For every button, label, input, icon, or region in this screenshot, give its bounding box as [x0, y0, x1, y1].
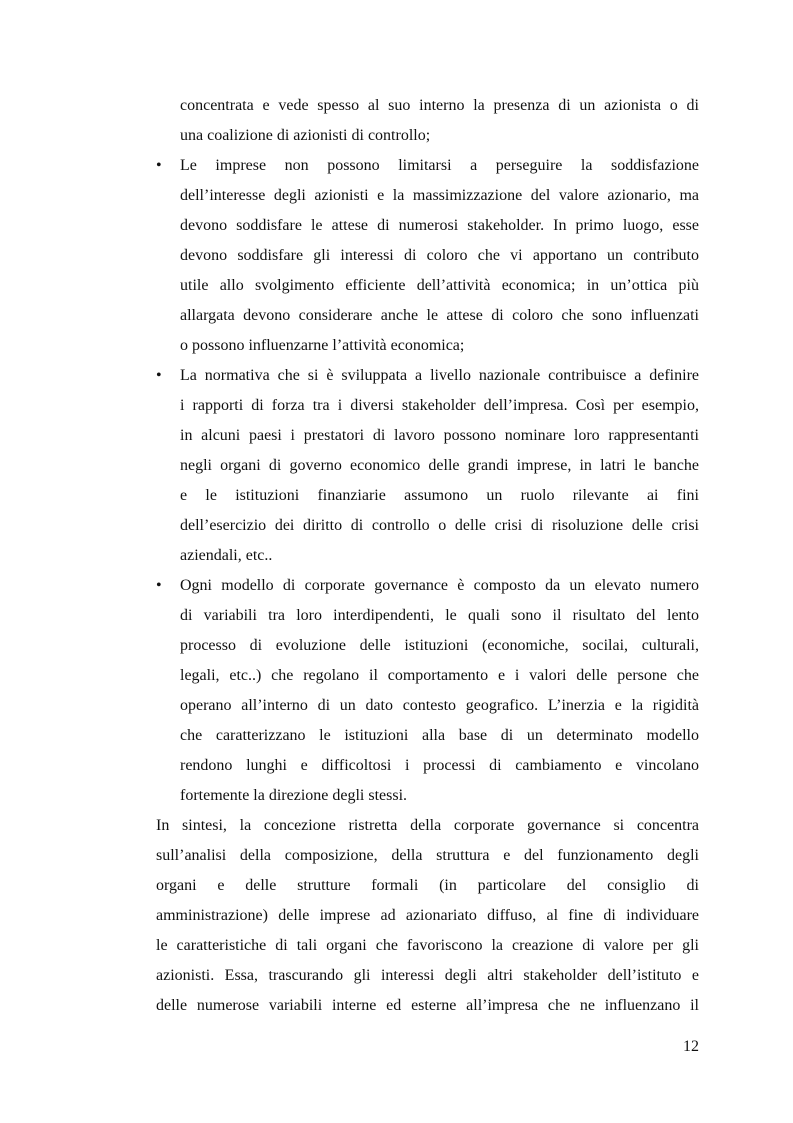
body-text: [156, 91, 699, 1021]
bullet-item: [156, 571, 699, 601]
text-line: processo di evoluzione delle istituzioni (economiche, socilai, culturali,: [180, 637, 699, 654]
bullet-icon: •: [156, 157, 162, 174]
text-line: rendono lunghi e difficoltosi i processi di cambiamento e vincolano: [180, 757, 699, 774]
text-line: i rapporti di forza tra i diversi stakeholder dell’impresa. Così per esempio,: [180, 397, 699, 414]
text-line: In sintesi, la concezione ristretta della corporate governance si concentra: [156, 817, 699, 834]
bullet-icon: •: [156, 367, 162, 384]
text-line: di variabili tra loro interdipendenti, le quali sono il risultato del lento: [180, 607, 699, 624]
text-line: organi e delle strutture formali (in particolare del consiglio di: [156, 877, 699, 894]
text-line: Le imprese non possono limitarsi a perseguire la soddisfazione: [180, 157, 699, 174]
text-line: allargata devono considerare anche le attese di coloro che sono influenzati: [180, 307, 699, 324]
text-line: azionisti. Essa, trascurando gli interessi degli altri stakeholder dell’istituto e: [156, 967, 699, 984]
text-line: devono soddisfare le attese di numerosi stakeholder. In primo luogo, esse: [180, 217, 699, 234]
text-line: devono soddisfare gli interessi di coloro che vi apportano un contributo: [180, 247, 699, 264]
text-line: Ogni modello di corporate governance è composto da un elevato numero: [180, 577, 699, 594]
text-line: dell’esercizio dei diritto di controllo o delle crisi di risoluzione delle crisi: [180, 517, 699, 534]
text-line: aziendali, etc..: [180, 547, 273, 564]
text-line: le caratteristiche di tali organi che favoriscono la creazione di valore per gli: [156, 937, 699, 954]
text-line: negli organi di governo economico delle grandi imprese, in latri le banche: [180, 457, 699, 474]
text-line: che caratterizzano le istituzioni alla base di un determinato modello: [180, 727, 699, 744]
text-line: concentrata e vede spesso al suo interno la presenza di un azionista o di: [180, 97, 699, 114]
text-line: in alcuni paesi i prestatori di lavoro possono nominare loro rappresentanti: [180, 427, 699, 444]
text-line: dell’interesse degli azionisti e la massimizzazione del valore azionario, ma: [180, 187, 699, 204]
bullet-item: [156, 361, 699, 391]
text-line: legali, etc..) che regolano il comportamento e i valori delle persone che: [180, 667, 699, 684]
text-line: amministrazione) delle imprese ad azionariato diffuso, al fine di individuare: [156, 907, 699, 924]
text-line: una coalizione di azionisti di controllo;: [180, 127, 431, 144]
text-line: delle numerose variabili interne ed esterne all’impresa che ne influenzano il: [156, 997, 699, 1014]
text-line: operano all’interno di un dato contesto geografico. L’inerzia e la rigidità: [180, 697, 699, 714]
text-line: fortemente la direzione degli stessi.: [180, 787, 408, 804]
text-line: La normativa che si è sviluppata a livello nazionale contribuisce a definire: [180, 367, 699, 384]
bullet-icon: •: [156, 577, 162, 594]
text-line: utile allo svolgimento efficiente dell’attività economica; in un’ottica più: [180, 277, 699, 294]
text-line: o possono influenzarne l’attività economica;: [180, 337, 465, 354]
text-line: e le istituzioni finanziarie assumono un ruolo rilevante ai fini: [180, 487, 699, 504]
text-line: sull’analisi della composizione, della struttura e del funzionamento degli: [156, 847, 699, 864]
bullet-item: [156, 151, 699, 181]
page-number: 12: [683, 1038, 699, 1055]
